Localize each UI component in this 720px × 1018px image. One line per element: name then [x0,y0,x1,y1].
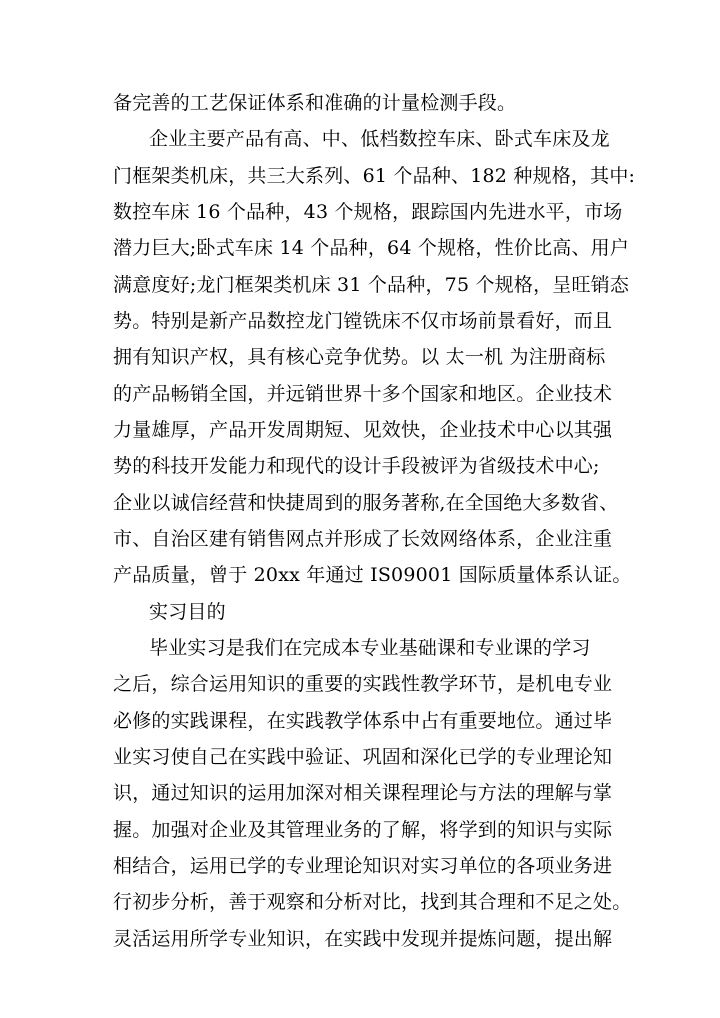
text-line-7: 势。特别是新产品数控龙门镗铣床不仅市场前景看好，而且 [113,310,613,332]
text-line-23: 行初步分析，善于观察和分析对比，找到其合理和不足之处。 [113,891,632,913]
text-line-12: 企业以诚信经营和快捷周到的服务著称,在全国绝大多数省、 [113,492,619,514]
text-line-3: 门框架类机床，共三大系列、61 个品种、182 种规格，其中: [113,165,636,187]
text-line-19: 业实习使自己在实践中验证、巩固和深化已学的专业理论知 [113,746,613,768]
text-line-8: 拥有知识产权，具有核心竞争优势。以 太一机 为注册商标 [113,346,606,368]
text-line-2: 企业主要产品有高、中、低档数控车床、卧式车床及龙 [149,128,610,150]
text-line-18: 必修的实践课程，在实践教学体系中占有重要地位。通过毕 [113,710,613,732]
text-line-1: 备完善的工艺保证体系和准确的计量检测手段。 [113,92,517,114]
text-line-13: 市、自治区建有销售网点并形成了长效网络体系，企业注重 [113,528,613,550]
text-line-24: 灵活运用所学专业知识，在实践中发现并提炼问题，提出解 [113,928,613,950]
text-line-20: 识，通过知识的运用加深对相关课程理论与方法的理解与掌 [113,782,613,804]
text-line-22: 相结合，运用已学的专业理论知识对实习单位的各项业务进 [113,855,613,877]
text-line-6: 满意度好;龙门框架类机床 31 个品种，75 个规格，呈旺销态 [113,274,630,296]
section-heading: 实习目的 [149,601,226,623]
text-line-9: 的产品畅销全国，并远销世界十多个国家和地区。企业技术 [113,383,613,405]
text-line-14: 产品质量，曾于 20xx 年通过 IS09001 国际质量体系认证。 [113,564,632,586]
text-line-11: 势的科技开发能力和现代的设计手段被评为省级技术中心; [113,455,600,477]
text-line-5: 潜力巨大;卧式车床 14 个品种，64 个规格，性价比高、用户 [113,237,630,259]
text-line-4: 数控车床 16 个品种，43 个规格，跟踪国内先进水平，市场 [113,201,623,223]
text-line-17: 之后，综合运用知识的重要的实践性教学环节，是机电专业 [113,673,613,695]
text-line-16: 毕业实习是我们在完成本专业基础课和专业课的学习 [149,637,591,659]
text-line-21: 握。加强对企业及其管理业务的了解，将学到的知识与实际 [113,819,613,841]
text-line-10: 力量雄厚，产品开发周期短、见效快，企业技术中心以其强 [113,419,613,441]
